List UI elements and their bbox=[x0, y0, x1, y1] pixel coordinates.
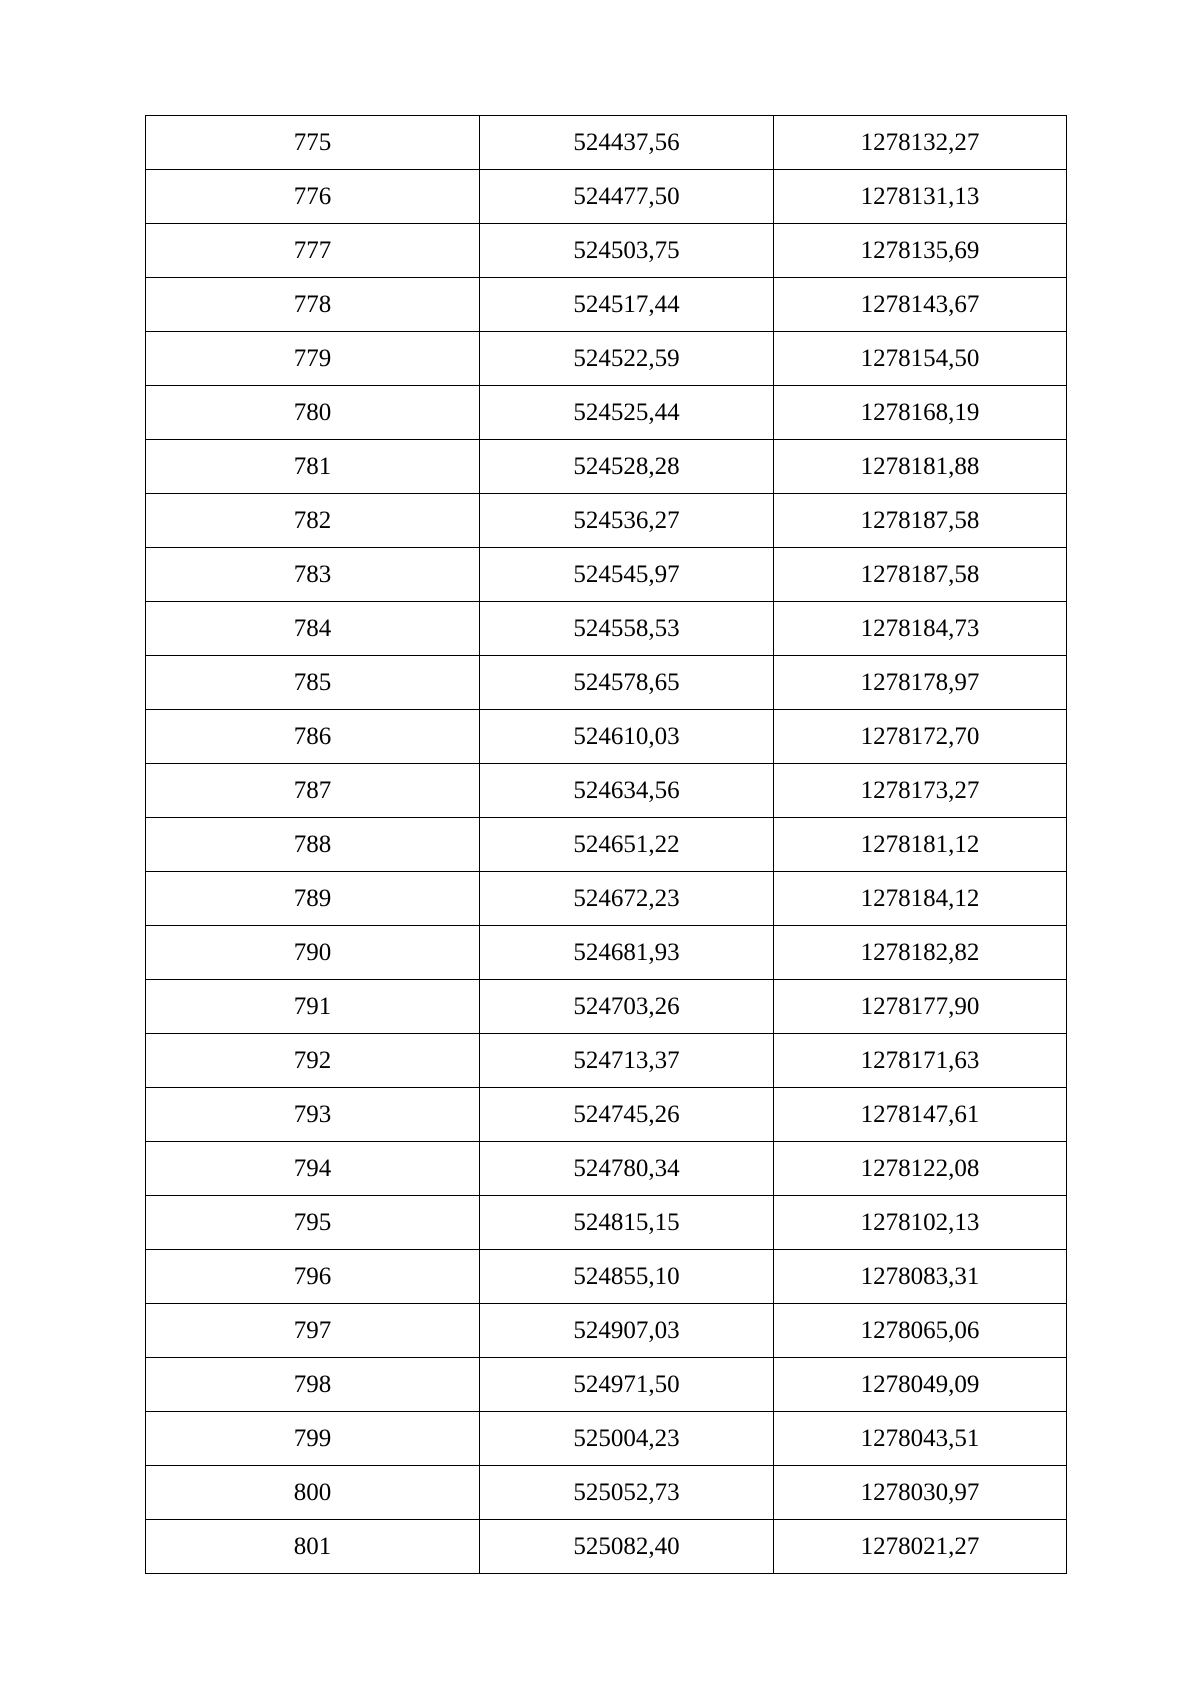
x-coordinate-cell: 524672,23 bbox=[480, 872, 774, 926]
point-number-cell: 777 bbox=[146, 224, 480, 278]
table-row bbox=[146, 386, 1067, 440]
y-coordinate-cell: 1278173,27 bbox=[774, 764, 1067, 818]
x-coordinate-cell: 524437,56 bbox=[480, 116, 774, 170]
point-number-cell: 778 bbox=[146, 278, 480, 332]
y-coordinate-cell: 1278154,50 bbox=[774, 332, 1067, 386]
table-row bbox=[146, 1034, 1067, 1088]
point-number-cell: 800 bbox=[146, 1466, 480, 1520]
point-number-cell: 776 bbox=[146, 170, 480, 224]
table-row bbox=[146, 602, 1067, 656]
y-coordinate-cell: 1278184,12 bbox=[774, 872, 1067, 926]
table-row bbox=[146, 440, 1067, 494]
y-coordinate-cell: 1278147,61 bbox=[774, 1088, 1067, 1142]
table-row bbox=[146, 980, 1067, 1034]
table-row bbox=[146, 1142, 1067, 1196]
coordinates-table-body bbox=[146, 116, 1067, 1574]
point-number-cell: 788 bbox=[146, 818, 480, 872]
x-coordinate-cell: 524634,56 bbox=[480, 764, 774, 818]
point-number-cell: 791 bbox=[146, 980, 480, 1034]
x-coordinate-cell: 524815,15 bbox=[480, 1196, 774, 1250]
point-number-cell: 795 bbox=[146, 1196, 480, 1250]
y-coordinate-cell: 1278030,97 bbox=[774, 1466, 1067, 1520]
x-coordinate-cell: 524528,28 bbox=[480, 440, 774, 494]
x-coordinate-cell: 524780,34 bbox=[480, 1142, 774, 1196]
point-number-cell: 779 bbox=[146, 332, 480, 386]
table-row bbox=[146, 1466, 1067, 1520]
x-coordinate-cell: 524477,50 bbox=[480, 170, 774, 224]
point-number-cell: 789 bbox=[146, 872, 480, 926]
x-coordinate-cell: 524522,59 bbox=[480, 332, 774, 386]
y-coordinate-cell: 1278102,13 bbox=[774, 1196, 1067, 1250]
y-coordinate-cell: 1278187,58 bbox=[774, 548, 1067, 602]
y-coordinate-cell: 1278187,58 bbox=[774, 494, 1067, 548]
x-coordinate-cell: 524745,26 bbox=[480, 1088, 774, 1142]
table-row bbox=[146, 1196, 1067, 1250]
x-coordinate-cell: 525052,73 bbox=[480, 1466, 774, 1520]
point-number-cell: 782 bbox=[146, 494, 480, 548]
x-coordinate-cell: 525082,40 bbox=[480, 1520, 774, 1574]
point-number-cell: 797 bbox=[146, 1304, 480, 1358]
table-row bbox=[146, 872, 1067, 926]
point-number-cell: 781 bbox=[146, 440, 480, 494]
y-coordinate-cell: 1278083,31 bbox=[774, 1250, 1067, 1304]
y-coordinate-cell: 1278181,88 bbox=[774, 440, 1067, 494]
y-coordinate-cell: 1278049,09 bbox=[774, 1358, 1067, 1412]
point-number-cell: 787 bbox=[146, 764, 480, 818]
table-row bbox=[146, 548, 1067, 602]
table-row bbox=[146, 818, 1067, 872]
x-coordinate-cell: 524855,10 bbox=[480, 1250, 774, 1304]
table-row bbox=[146, 224, 1067, 278]
y-coordinate-cell: 1278181,12 bbox=[774, 818, 1067, 872]
y-coordinate-cell: 1278135,69 bbox=[774, 224, 1067, 278]
x-coordinate-cell: 524971,50 bbox=[480, 1358, 774, 1412]
x-coordinate-cell: 524651,22 bbox=[480, 818, 774, 872]
point-number-cell: 793 bbox=[146, 1088, 480, 1142]
y-coordinate-cell: 1278184,73 bbox=[774, 602, 1067, 656]
x-coordinate-cell: 524681,93 bbox=[480, 926, 774, 980]
y-coordinate-cell: 1278131,13 bbox=[774, 170, 1067, 224]
y-coordinate-cell: 1278182,82 bbox=[774, 926, 1067, 980]
table-row bbox=[146, 1520, 1067, 1574]
x-coordinate-cell: 524578,65 bbox=[480, 656, 774, 710]
y-coordinate-cell: 1278122,08 bbox=[774, 1142, 1067, 1196]
x-coordinate-cell: 524713,37 bbox=[480, 1034, 774, 1088]
coordinates-table bbox=[145, 115, 1067, 1574]
point-number-cell: 786 bbox=[146, 710, 480, 764]
table-row bbox=[146, 1304, 1067, 1358]
table-row bbox=[146, 656, 1067, 710]
point-number-cell: 796 bbox=[146, 1250, 480, 1304]
y-coordinate-cell: 1278172,70 bbox=[774, 710, 1067, 764]
x-coordinate-cell: 524545,97 bbox=[480, 548, 774, 602]
y-coordinate-cell: 1278065,06 bbox=[774, 1304, 1067, 1358]
point-number-cell: 792 bbox=[146, 1034, 480, 1088]
point-number-cell: 784 bbox=[146, 602, 480, 656]
point-number-cell: 785 bbox=[146, 656, 480, 710]
table-row bbox=[146, 764, 1067, 818]
x-coordinate-cell: 524907,03 bbox=[480, 1304, 774, 1358]
table-row bbox=[146, 116, 1067, 170]
point-number-cell: 790 bbox=[146, 926, 480, 980]
table-row bbox=[146, 494, 1067, 548]
point-number-cell: 783 bbox=[146, 548, 480, 602]
point-number-cell: 775 bbox=[146, 116, 480, 170]
table-row bbox=[146, 1412, 1067, 1466]
x-coordinate-cell: 525004,23 bbox=[480, 1412, 774, 1466]
x-coordinate-cell: 524517,44 bbox=[480, 278, 774, 332]
y-coordinate-cell: 1278171,63 bbox=[774, 1034, 1067, 1088]
y-coordinate-cell: 1278143,67 bbox=[774, 278, 1067, 332]
point-number-cell: 798 bbox=[146, 1358, 480, 1412]
y-coordinate-cell: 1278177,90 bbox=[774, 980, 1067, 1034]
x-coordinate-cell: 524525,44 bbox=[480, 386, 774, 440]
x-coordinate-cell: 524558,53 bbox=[480, 602, 774, 656]
point-number-cell: 799 bbox=[146, 1412, 480, 1466]
table-row bbox=[146, 710, 1067, 764]
table-row bbox=[146, 926, 1067, 980]
table-row bbox=[146, 170, 1067, 224]
y-coordinate-cell: 1278043,51 bbox=[774, 1412, 1067, 1466]
y-coordinate-cell: 1278132,27 bbox=[774, 116, 1067, 170]
table-row bbox=[146, 332, 1067, 386]
table-row bbox=[146, 1088, 1067, 1142]
x-coordinate-cell: 524610,03 bbox=[480, 710, 774, 764]
x-coordinate-cell: 524703,26 bbox=[480, 980, 774, 1034]
table-row bbox=[146, 278, 1067, 332]
y-coordinate-cell: 1278178,97 bbox=[774, 656, 1067, 710]
x-coordinate-cell: 524536,27 bbox=[480, 494, 774, 548]
table-row bbox=[146, 1250, 1067, 1304]
point-number-cell: 801 bbox=[146, 1520, 480, 1574]
x-coordinate-cell: 524503,75 bbox=[480, 224, 774, 278]
point-number-cell: 780 bbox=[146, 386, 480, 440]
y-coordinate-cell: 1278168,19 bbox=[774, 386, 1067, 440]
table-row bbox=[146, 1358, 1067, 1412]
point-number-cell: 794 bbox=[146, 1142, 480, 1196]
y-coordinate-cell: 1278021,27 bbox=[774, 1520, 1067, 1574]
